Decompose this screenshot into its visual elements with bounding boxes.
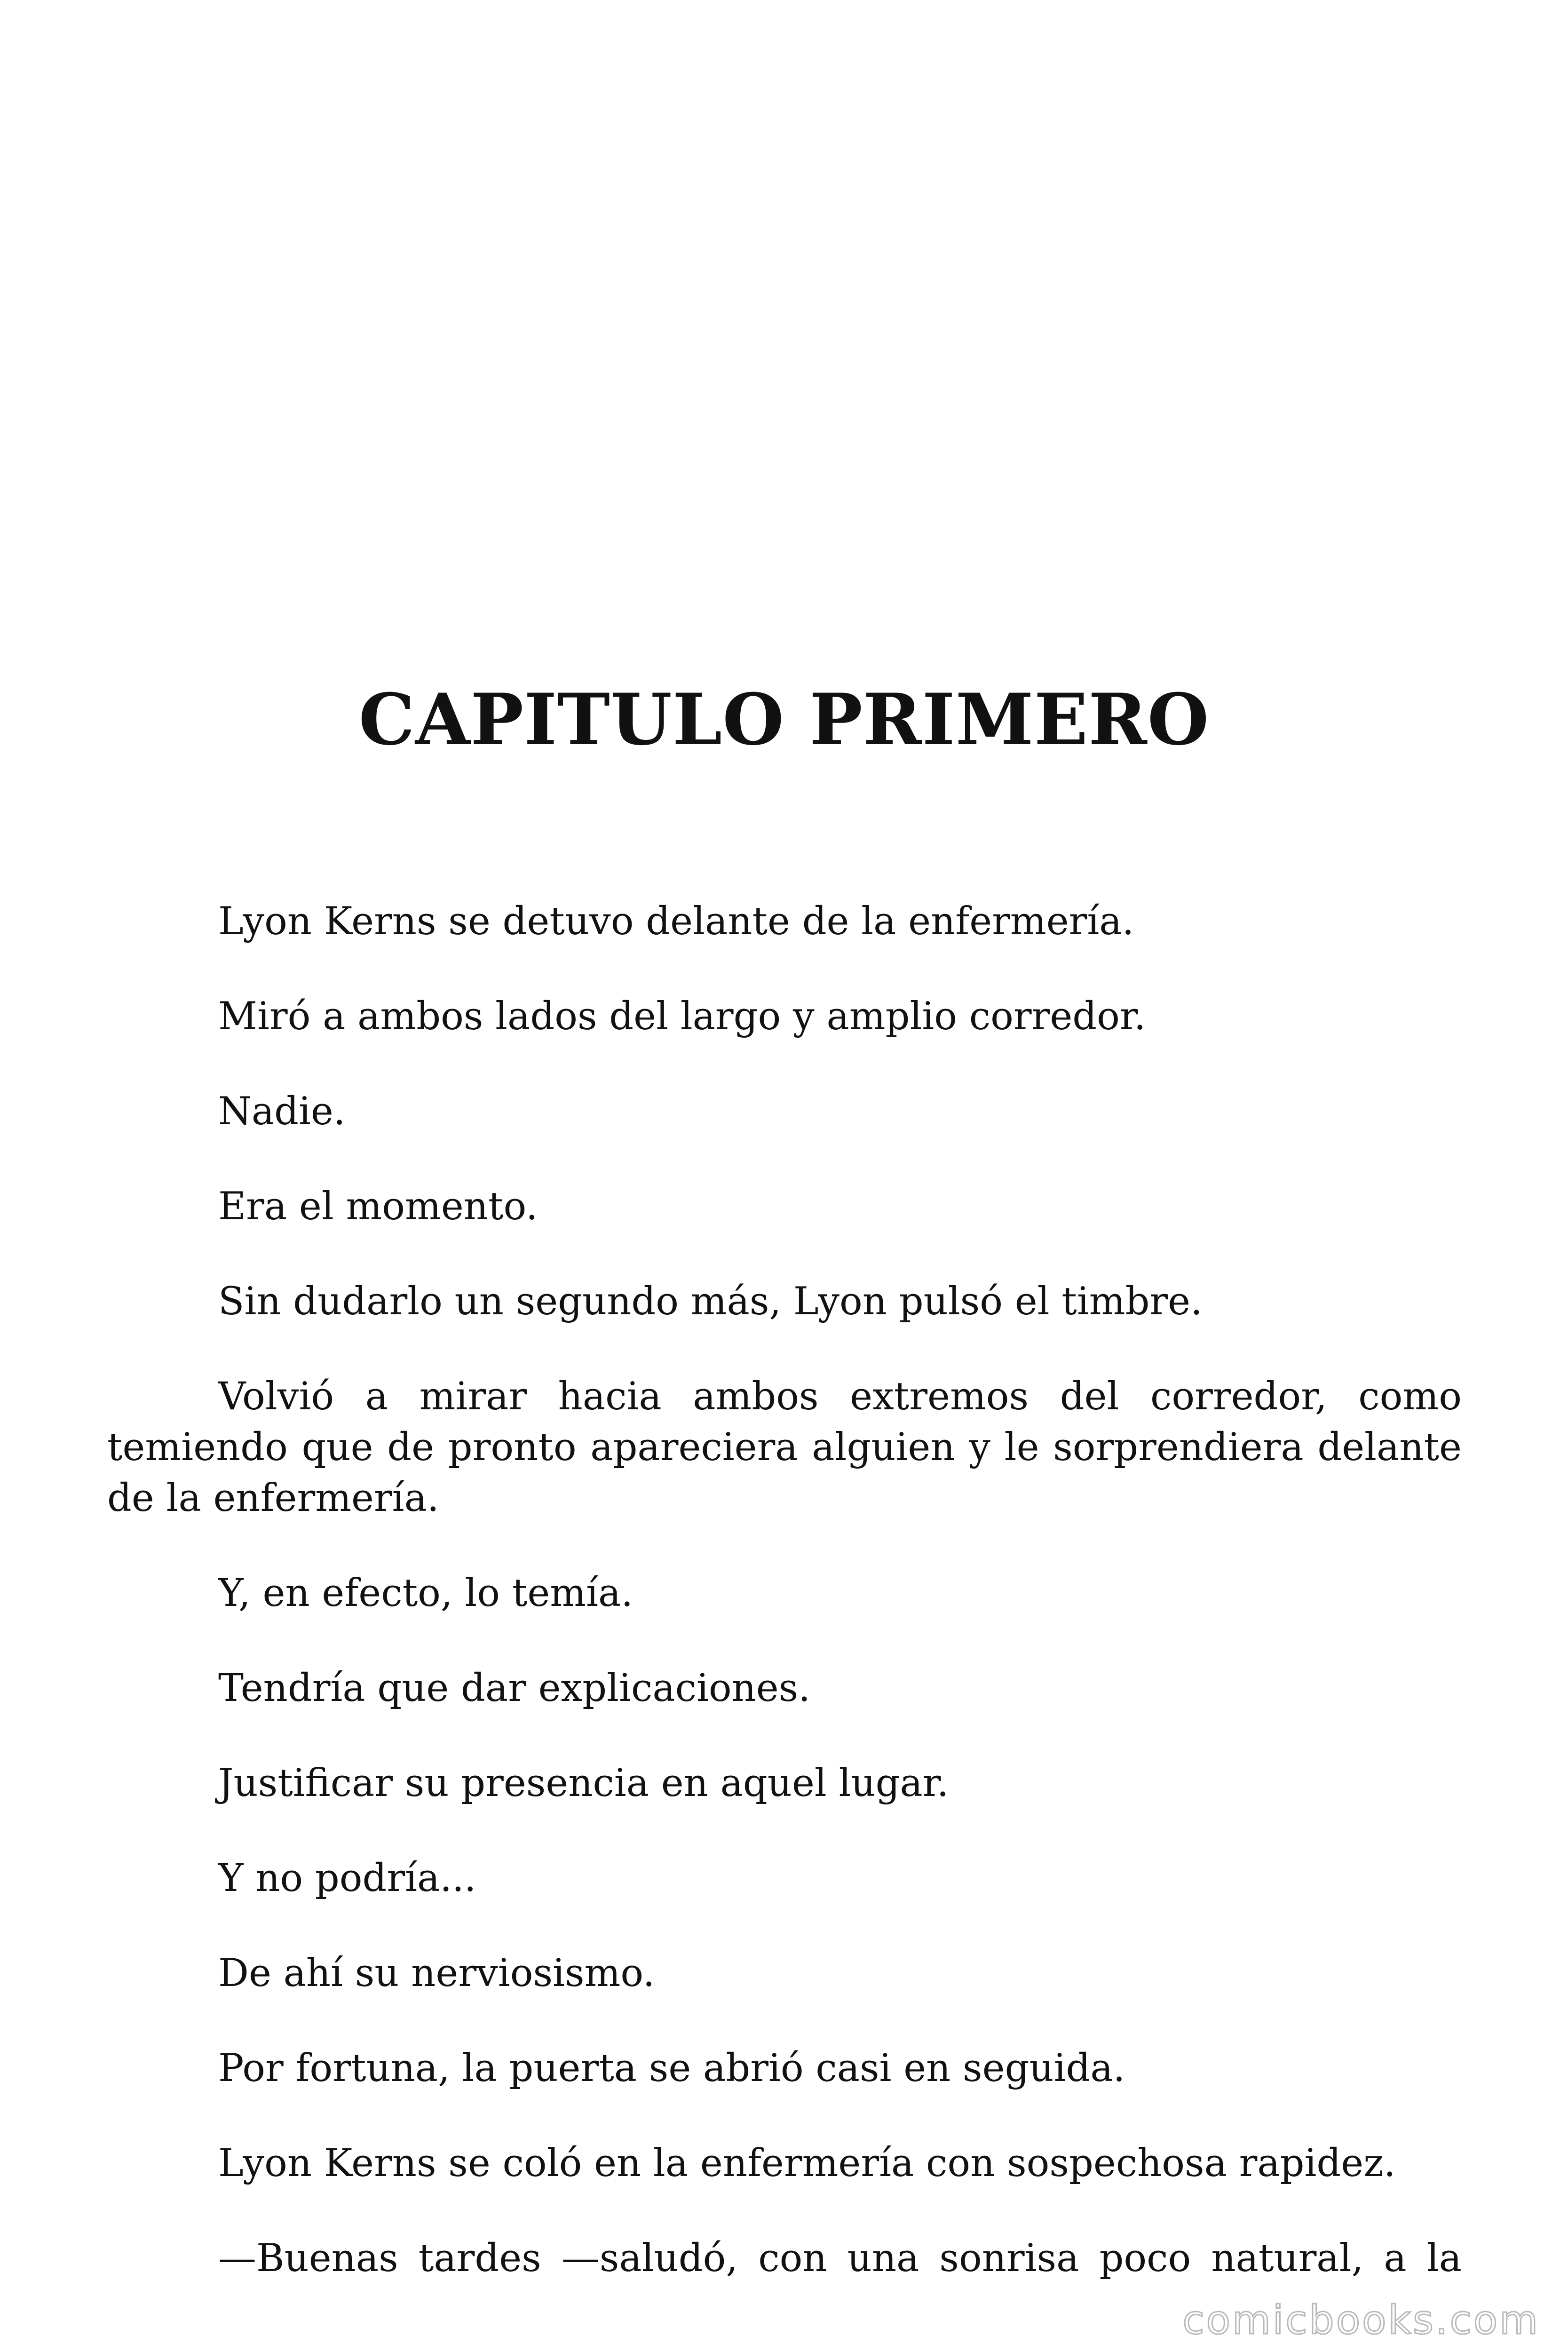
paragraph: Lyon Kerns se detuvo delante de la enfermería. — [218, 899, 1134, 944]
watermark: comicbooks.com — [1182, 2297, 1540, 2343]
paragraph: —Buenas tardes —saludó, con una sonrisa poco natural, a la — [218, 2236, 1462, 2280]
chapter-title: CAPITULO PRIMERO — [358, 678, 1210, 761]
paragraph: Volvió a mirar hacia ambos extremos del corredor, como temiendo que de pronto apareciera alguien y le sorprendiera delante de la enfermería. — [107, 1375, 1462, 1520]
paragraph: Sin dudarlo un segundo más, Lyon pulsó el timbre. — [218, 1279, 1203, 1324]
paragraph: Tendría que dar explicaciones. — [218, 1666, 811, 1710]
paragraph: Nadie. — [218, 1089, 346, 1134]
chapter-body — [107, 896, 1462, 2328]
paragraph: Justificar su presencia en aquel lugar. — [218, 1761, 949, 1805]
paragraph: Lyon Kerns se coló en la enfermería con sospechosa rapidez. — [218, 2141, 1396, 2185]
paragraph: Era el momento. — [218, 1184, 538, 1229]
paragraph: Miró a ambos lados del largo y amplio corredor. — [218, 994, 1146, 1039]
paragraph: Y no podría... — [218, 1856, 476, 1900]
paragraph: Por fortuna, la puerta se abrió casi en seguida. — [218, 2046, 1125, 2090]
paragraph: De ahí su nerviosismo. — [218, 1951, 655, 1995]
paragraph: Y, en efecto, lo temía. — [218, 1571, 634, 1615]
